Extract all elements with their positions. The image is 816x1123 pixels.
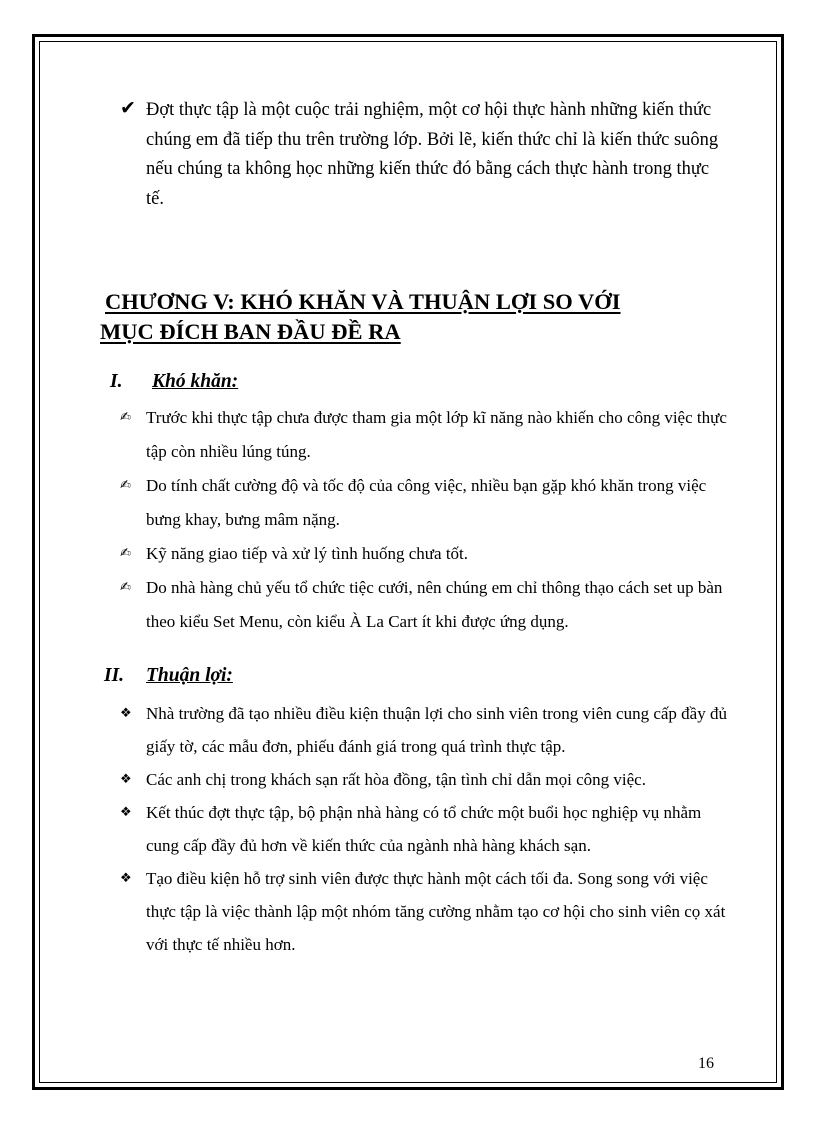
advantages-list (120, 697, 730, 961)
section-number: I. (110, 371, 123, 392)
chapter-heading-line-1: CHƯƠNG V: KHÓ KHĂN VÀ THUẬN LỢI SO VỚI (105, 289, 621, 314)
chapter-heading-line-2: MỤC ĐÍCH BAN ĐẦU ĐỀ RA (100, 319, 401, 344)
section-heading-difficulties (110, 371, 238, 393)
list-item: ❖ Tạo điều kiện hỗ trợ sinh viên được thực hành một cách tối đa. Song song với việc thực tập là việc thành lập một nhóm tăng cường nhằm tạo cơ hội cho sinh viên cọ xát với thực tế nhiều hơn. (120, 862, 730, 961)
list-item: ✍ Kỹ năng giao tiếp và xử lý tình huống chưa tốt. (120, 537, 730, 571)
intro-paragraph (120, 96, 730, 214)
pencil-bullet-icon: ✍ (120, 546, 131, 561)
intro-text: Đợt thực tập là một cuộc trải nghiệm, một cơ hội thực hành những kiến thức chúng em đã tiếp thu trên trường lớp. Bởi lẽ, kiến thức chỉ là kiến thức suông nếu chúng ta không học những kiến thức đó bằng cách thực hành trong thực tế. (146, 100, 719, 209)
section-title: Khó khăn: (152, 371, 239, 392)
list-item: ❖ Các anh chị trong khách sạn rất hòa đồng, tận tình chỉ dẫn mọi công việc. (120, 763, 730, 796)
section-heading-advantages (104, 665, 233, 687)
page-number: 16 (698, 1055, 714, 1072)
section-number: II. (104, 665, 125, 686)
section-title: Thuận lợi: (146, 665, 233, 686)
diamond-bullet-icon: ❖ (120, 706, 132, 721)
check-mark-icon: ✔ (120, 97, 136, 119)
list-item: ❖ Kết thúc đợt thực tập, bộ phận nhà hàng có tổ chức một buổi học nghiệp vụ nhằm cung cấp đầy đủ hơn về kiến thức của ngành nhà hàng khách sạn. (120, 796, 730, 862)
pencil-bullet-icon: ✍ (120, 478, 131, 493)
list-item: ✍ Do nhà hàng chủ yếu tổ chức tiệc cưới, nên chúng em chỉ thông thạo cách set up bàn theo kiểu Set Menu, còn kiểu À La Cart ít khi được ứng dụng. (120, 571, 730, 639)
pencil-bullet-icon: ✍ (120, 580, 131, 595)
list-item: ❖ Nhà trường đã tạo nhiều điều kiện thuận lợi cho sinh viên trong viên cung cấp đầy đủ giấy tờ, các mẫu đơn, phiếu đánh giá trong quá trình thực tập. (120, 697, 730, 763)
difficulties-list (120, 401, 730, 639)
list-item: ✍ Do tính chất cường độ và tốc độ của công việc, nhiều bạn gặp khó khăn trong việc bưng khay, bưng mâm nặng. (120, 469, 730, 537)
diamond-bullet-icon: ❖ (120, 772, 132, 787)
list-item: ✍ Trước khi thực tập chưa được tham gia một lớp kĩ năng nào khiến cho công việc thực tập còn nhiều lúng túng. (120, 401, 730, 469)
pencil-bullet-icon: ✍ (120, 410, 131, 425)
diamond-bullet-icon: ❖ (120, 871, 132, 886)
chapter-heading (100, 287, 720, 347)
diamond-bullet-icon: ❖ (120, 805, 132, 820)
